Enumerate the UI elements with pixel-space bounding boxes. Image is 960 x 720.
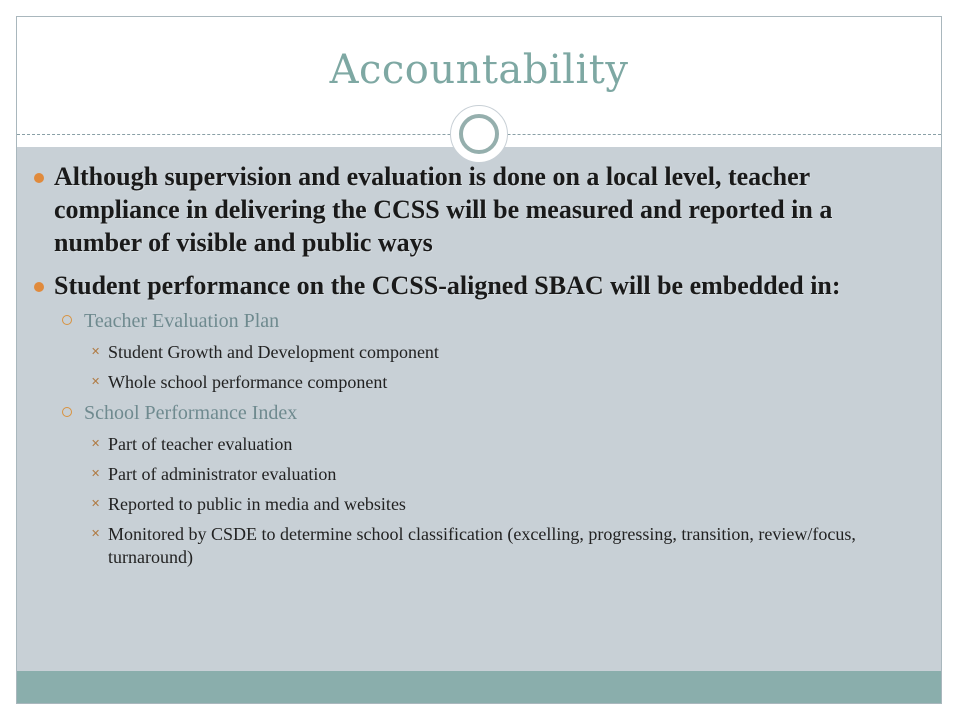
sub-item-text: Monitored by CSDE to determine school classification (excelling, progressing, transition, review/focus, turnaround) [108, 524, 856, 567]
bullet-text: Although supervision and evaluation is done on a local level, teacher compliance in delivering the CCSS will be measured and reported in a number of visible and public ways [54, 162, 833, 257]
sub-item-text: Whole school performance component [108, 372, 388, 392]
sub-item [34, 371, 894, 394]
sub-item-text: Part of teacher evaluation [108, 434, 293, 454]
x-mark-icon: ✕ [91, 438, 101, 450]
sub-heading-text: Teacher Evaluation Plan [84, 310, 280, 332]
bullet-list [34, 160, 894, 569]
sub-item [34, 433, 894, 456]
bullet-item [34, 269, 894, 302]
sub-heading-text: School Performance Index [84, 402, 298, 424]
sub-item-text: Part of administrator evaluation [108, 464, 337, 484]
sub-item [34, 341, 894, 364]
ring-bullet-icon [62, 315, 72, 325]
x-mark-icon: ✕ [91, 468, 101, 480]
sub-item [34, 523, 894, 569]
ring-bullet-icon [62, 407, 72, 417]
sub-heading [34, 400, 894, 426]
footer-band [17, 671, 941, 704]
bullet-item [34, 160, 894, 259]
x-mark-icon: ✕ [91, 528, 101, 540]
filled-dot-icon [34, 282, 44, 292]
circle-ornament-icon [450, 105, 508, 163]
sub-item [34, 493, 894, 516]
slide-title: Accountability [329, 47, 629, 93]
bullet-text: Student performance on the CCSS-aligned SBAC will be embedded in: [54, 271, 841, 300]
x-mark-icon: ✕ [91, 498, 101, 510]
filled-dot-icon [34, 173, 44, 183]
circle-ornament-ring [459, 114, 499, 154]
sub-heading [34, 308, 894, 334]
sub-item-text: Student Growth and Development component [108, 342, 439, 362]
x-mark-icon: ✕ [91, 346, 101, 358]
x-mark-icon: ✕ [91, 376, 101, 388]
sub-item-text: Reported to public in media and websites [108, 494, 406, 514]
sub-item [34, 463, 894, 486]
